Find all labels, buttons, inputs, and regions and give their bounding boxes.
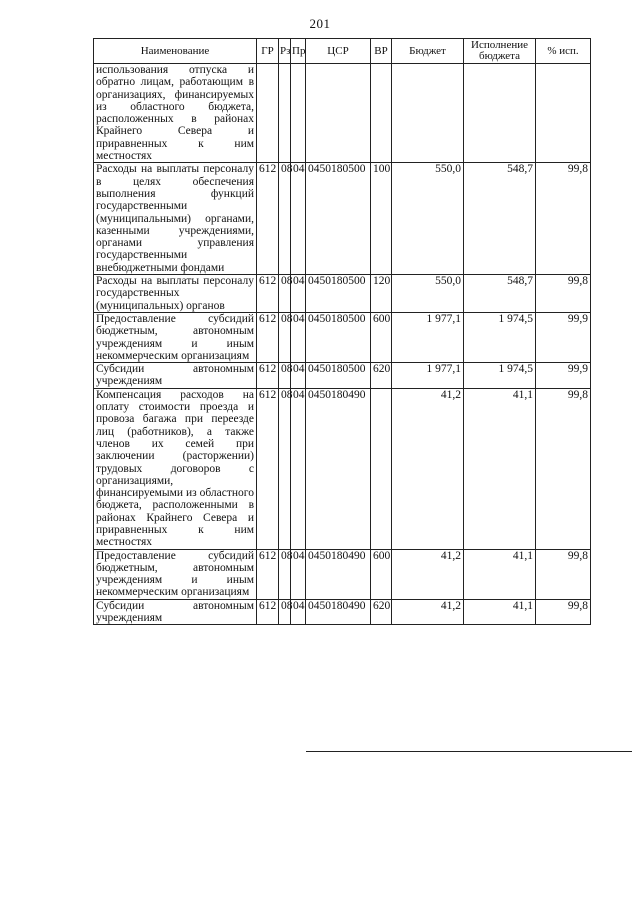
row-budget: 1 977,1 bbox=[392, 363, 464, 389]
row-name: Предоставление субсидий бюджетным, автономным учреждениям и иным некоммерческим организациям bbox=[94, 549, 257, 599]
row-rz: 08 bbox=[279, 312, 291, 362]
row-budget: 550,0 bbox=[392, 275, 464, 313]
row-budget: 550,0 bbox=[392, 163, 464, 275]
table-row bbox=[94, 599, 591, 625]
row-vr bbox=[371, 64, 392, 163]
header-name: Наименование bbox=[94, 39, 257, 64]
table-row bbox=[94, 275, 591, 313]
row-pct: 99,8 bbox=[536, 549, 591, 599]
row-pr: 04 bbox=[291, 275, 306, 313]
row-vr: 620 bbox=[371, 599, 392, 625]
row-csr: 0450180490 bbox=[306, 388, 371, 549]
row-name: использования отпуска и обратно лицам, работающим в организациях, финансируемых из областного бюджета, расположенных в районах Крайнего Севера и приравненных к ним местностях bbox=[94, 64, 257, 163]
row-pr: 04 bbox=[291, 388, 306, 549]
row-pct: 99,9 bbox=[536, 312, 591, 362]
row-pct: 99,8 bbox=[536, 599, 591, 625]
row-csr: 0450180490 bbox=[306, 549, 371, 599]
row-budget bbox=[392, 64, 464, 163]
header-execution: Исполнение бюджета bbox=[464, 39, 536, 64]
row-csr: 0450180500 bbox=[306, 163, 371, 275]
row-rz: 08 bbox=[279, 549, 291, 599]
table-row bbox=[94, 388, 591, 549]
row-execution: 41,1 bbox=[464, 388, 536, 549]
row-name: Субсидии автономным учреждениям bbox=[94, 599, 257, 625]
row-pct: 99,8 bbox=[536, 275, 591, 313]
row-name: Субсидии автономным учреждениям bbox=[94, 363, 257, 389]
row-csr: 0450180500 bbox=[306, 275, 371, 313]
header-vr: ВР bbox=[371, 39, 392, 64]
row-name: Расходы на выплаты персоналу государственных (муниципальных) органов bbox=[94, 275, 257, 313]
table-row bbox=[94, 312, 591, 362]
row-csr: 0450180490 bbox=[306, 599, 371, 625]
row-execution: 548,7 bbox=[464, 275, 536, 313]
header-pr: Пр bbox=[291, 39, 306, 64]
row-pr: 04 bbox=[291, 549, 306, 599]
row-rz: 08 bbox=[279, 363, 291, 389]
row-budget: 1 977,1 bbox=[392, 312, 464, 362]
row-pct bbox=[536, 64, 591, 163]
header-csr: ЦСР bbox=[306, 39, 371, 64]
row-pr: 04 bbox=[291, 363, 306, 389]
row-rz: 08 bbox=[279, 599, 291, 625]
row-name: Расходы на выплаты персоналу в целях обеспечения выполнения функций государственными (муниципальными) органами, казенными учреждениями, органами управления государственными внебюджетными фондами bbox=[94, 163, 257, 275]
header-rz: Рз bbox=[279, 39, 291, 64]
row-pct: 99,8 bbox=[536, 163, 591, 275]
row-gr bbox=[257, 64, 279, 163]
row-budget: 41,2 bbox=[392, 388, 464, 549]
row-vr: 120 bbox=[371, 275, 392, 313]
table-header-row bbox=[94, 39, 591, 64]
row-vr: 600 bbox=[371, 312, 392, 362]
row-name: Предоставление субсидий бюджетным, автономным учреждениям и иным некоммерческим организациям bbox=[94, 312, 257, 362]
row-gr: 612 bbox=[257, 312, 279, 362]
header-gr: ГР bbox=[257, 39, 279, 64]
table-row bbox=[94, 549, 591, 599]
row-gr: 612 bbox=[257, 163, 279, 275]
row-execution bbox=[464, 64, 536, 163]
row-name: Компенсация расходов на оплату стоимости проезда и провоза багажа при переезде лиц (работников), а также членов их семей при заключении (расторжении) трудовых договоров с организациями, финансируемыми из областного бюджета, расположенными в районах Крайнего Севера и приравненных к ним местностях bbox=[94, 388, 257, 549]
row-vr bbox=[371, 388, 392, 549]
row-csr bbox=[306, 64, 371, 163]
row-rz: 08 bbox=[279, 275, 291, 313]
footer-rule bbox=[306, 751, 632, 752]
header-budget: Бюджет bbox=[392, 39, 464, 64]
header-pct: % исп. bbox=[536, 39, 591, 64]
table-row bbox=[94, 363, 591, 389]
table-row bbox=[94, 64, 591, 163]
row-csr: 0450180500 bbox=[306, 363, 371, 389]
row-execution: 41,1 bbox=[464, 549, 536, 599]
budget-execution-table bbox=[93, 38, 591, 625]
row-gr: 612 bbox=[257, 549, 279, 599]
row-pct: 99,9 bbox=[536, 363, 591, 389]
row-gr: 612 bbox=[257, 275, 279, 313]
row-vr: 620 bbox=[371, 363, 392, 389]
row-vr: 600 bbox=[371, 549, 392, 599]
row-vr: 100 bbox=[371, 163, 392, 275]
table-row bbox=[94, 163, 591, 275]
row-gr: 612 bbox=[257, 363, 279, 389]
row-execution: 1 974,5 bbox=[464, 312, 536, 362]
page-number: 201 bbox=[309, 16, 331, 31]
row-execution: 548,7 bbox=[464, 163, 536, 275]
row-gr: 612 bbox=[257, 599, 279, 625]
row-csr: 0450180500 bbox=[306, 312, 371, 362]
row-budget: 41,2 bbox=[392, 549, 464, 599]
row-pr: 04 bbox=[291, 163, 306, 275]
row-pr: 04 bbox=[291, 599, 306, 625]
row-pr: 04 bbox=[291, 312, 306, 362]
row-execution: 41,1 bbox=[464, 599, 536, 625]
row-pr bbox=[291, 64, 306, 163]
row-execution: 1 974,5 bbox=[464, 363, 536, 389]
row-gr: 612 bbox=[257, 388, 279, 549]
row-rz: 08 bbox=[279, 388, 291, 549]
row-rz bbox=[279, 64, 291, 163]
row-pct: 99,8 bbox=[536, 388, 591, 549]
row-rz: 08 bbox=[279, 163, 291, 275]
row-budget: 41,2 bbox=[392, 599, 464, 625]
